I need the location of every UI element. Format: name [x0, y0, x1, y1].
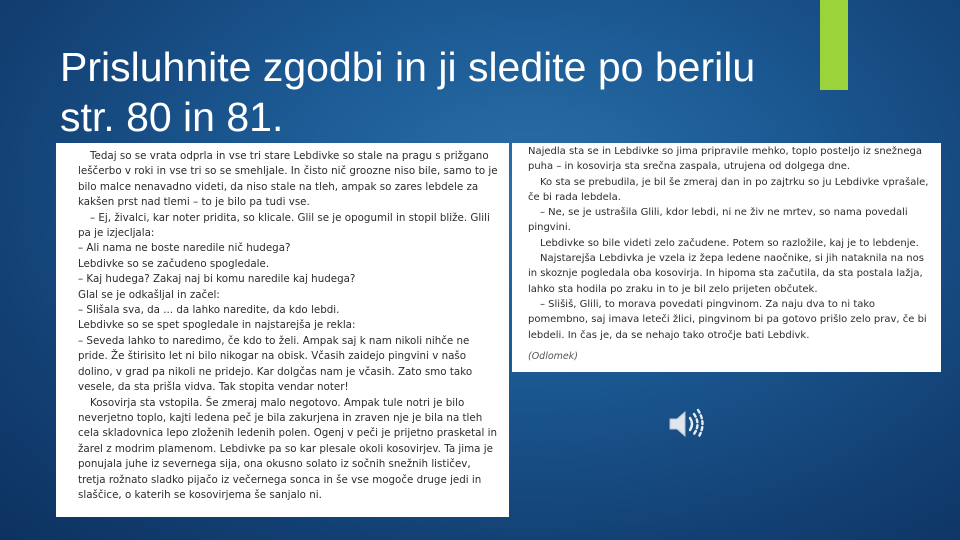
- accent-bar: [820, 0, 848, 90]
- book-page-left: [56, 143, 509, 517]
- paragraph: Lebdivke so bile videti zelo začudene. Potem so razložile, kaj je to lebdenje.: [540, 237, 919, 249]
- paragraph: – Kaj hudega? Zakaj naj bi komu naredile kaj hudega?: [78, 273, 356, 286]
- paragraph: Ko sta se prebudila, je bil še zmeraj dan in po zajtrku so ju Lebdivke vprašale, če bi rada lebdela.: [528, 176, 929, 203]
- paragraph: – Seveda lahko to naredimo, če kdo to želi. Ampak saj k nam nikoli nihče ne pride. Že štirisito let ni bilo nikogar na obisk. Včasih zaidejo pingvini v našo dolino, v grad pa nikoli ne pridejo. Kar dolgčas nam je včasih. Zato smo tako vesele, da sta prišla vidva. Tak stopita vendar noter!: [78, 334, 473, 394]
- speaker-sound-icon[interactable]: [666, 404, 706, 444]
- paragraph: – Ne, se je ustrašila Glili, kdor lebdi, ni ne živ ne mrtev, so nama povedali pingvini.: [528, 207, 908, 234]
- paragraph: – Ej, živalci, kar noter pridita, so klicale. Glil se je opogumil in stopil bliže. Glili pa je izjecljala:: [78, 211, 490, 240]
- paragraph: – Slišala sva, da ... da lahko naredite, da kdo lebdi.: [78, 304, 340, 317]
- paragraph: Lebdivke so se začudeno spogledale.: [78, 257, 270, 270]
- paragraph: Najedla sta se in Lebdivke so jima pripravile mehko, toplo posteljo iz snežnega puha – in kosovirja sta srečna zaspala, utrujena od dolgega dne.: [528, 146, 923, 173]
- paragraph: Kosovirja sta vstopila. Še zmeraj malo negotovo. Ampak tule notri je bilo neverjetno toplo, kajti ledena peč je bila zakurjena in zraven nje je bila na tleh cela skladovnica lepo zloženih ledenih polen. Ogenj v peči je prijetno prasketal in žarel z modrim plamenom. Lebdivke pa so kar plesale okoli kosovirjev. Ta jima je ponujala juhe iz severnega sija, ona okusno solato iz sočnih snežnih lističev, tretja rožnato sladko pijačo iz večernega sonca in še vse mogoče druge jedi in slaščice, o katerih se kosovirjema še sanjalo ni.: [78, 396, 497, 501]
- slide-title: [60, 42, 800, 142]
- title-line-1: Prisluhnite zgodbi in ji sledite po berilu: [60, 44, 756, 90]
- paragraph: Glal se je odkašljal in začel:: [78, 288, 220, 301]
- paragraph: – Ali nama ne boste naredile nič hudega?: [78, 242, 291, 255]
- paragraph: – Slišiš, Glili, to morava povedati pingvinom. Za naju dva to ni tako pomembno, saj imava leteči žlici, pingvinom bi pa gotovo prišlo zelo prav, če bi lebdeli. In čas je, da se nehajo tako otročje bati Lebdivk.: [528, 298, 927, 341]
- left-page-text: [78, 149, 501, 503]
- book-page-right: [512, 143, 941, 372]
- paragraph: Lebdivke so se spet spogledale in najstarejša je rekla:: [78, 319, 356, 332]
- source-note: (Odlomek): [528, 350, 578, 362]
- title-line-2: str. 80 in 81.: [60, 94, 284, 140]
- paragraph: Tedaj so se vrata odprla in vse tri stare Lebdivke so stale na pragu s prižgano leščerbo v roki in vse tri so se smehljale. In čisto nič groozne niso bile, samo to je bilo malce nenavadno videti, da niso stale na tleh, ampak so zares lebdele za kakšen prst nad tlemi – to je bilo pa tudi vse.: [78, 150, 498, 209]
- right-page-text: [528, 144, 935, 343]
- paragraph: Najstarejša Lebdivka je vzela iz žepa ledene naočnike, si jih nataknila na nos in skoznje pogledala oba kosovirja. In hipoma sta začutila, da sta postala lažja, lahko sta hodila po zraku in to je bil zelo prijeten občutek.: [528, 253, 924, 295]
